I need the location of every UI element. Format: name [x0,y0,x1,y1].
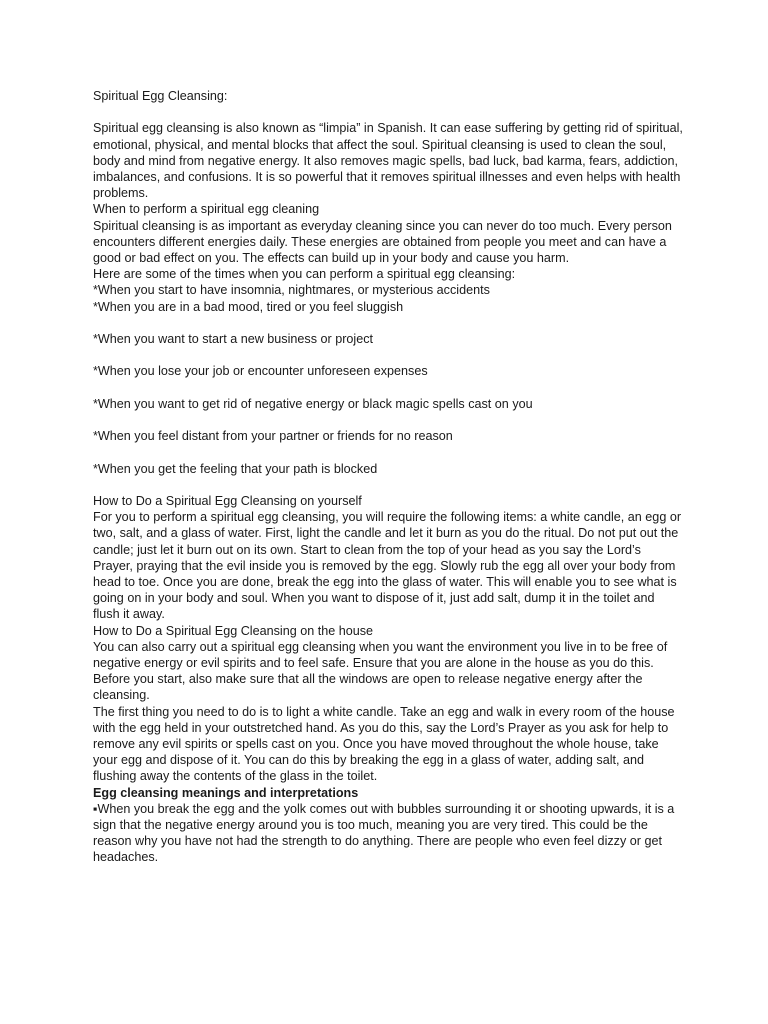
meanings-paragraph: ▪When you break the egg and the yolk comes out with bubbles surrounding it or shooting upwards, it is a sign that the negative energy around you is too much, meaning you are very tired. This could be the reason why you have not had the strength to do anything. There are people who even feel dizzy or get headaches. [93,801,675,865]
spacer [93,347,683,363]
list-item: *When you want to start a new business or project [93,332,374,347]
house-heading: How to Do a Spiritual Egg Cleansing on the house [93,623,374,638]
list-item: *When you get the feeling that your path is blocked [93,461,378,476]
house-paragraph-1: You can also carry out a spiritual egg cleansing when you want the environment you live in to be free of negative energy or evil spirits and to feel safe. Ensure that you are alone in the house as you do this. Before you start, also make sure that all the windows are open to release negative energy after the cleansing. [93,639,668,703]
spacer [93,412,683,428]
document-body [93,88,683,866]
meanings-heading: Egg cleansing meanings and interpretations [93,785,359,800]
when-paragraph: Spiritual cleansing is as important as everyday cleaning since you can never do too much. Every person encounters different energies daily. These energies are obtained from people you meet and can have a good or bad effect on you. The effects can build up in your body and cause you harm. [93,218,672,266]
spacer [93,380,683,396]
self-paragraph: For you to perform a spiritual egg cleansing, you will require the following items: a white candle, an egg or two, salt, and a glass of water. First, light the candle and let it burn as you do the ritual. Do not put out the candle; just let it burn out on its own. Start to clean from the top of your head as you say the Lord’s Prayer, praying that the evil inside you is removed by the egg. Slowly rub the egg all over your body from head to toe. Once you are done, break the egg into the glass of water. This will enable you to see what is going on in your body and soul. When you want to dispose of it, just add salt, dump it in the toilet and flush it away. [93,510,682,622]
times-intro: Here are some of the times when you can perform a spiritual egg cleansing: [93,267,516,282]
list-item: *When you lose your job or encounter unforeseen expenses [93,364,428,379]
list-item: *When you are in a bad mood, tired or you feel sluggish [93,299,404,314]
spacer [93,477,683,493]
document-title: Spiritual Egg Cleansing: [93,89,228,103]
intro-paragraph: Spiritual egg cleansing is also known as “limpia” in Spanish. It can ease suffering by getting rid of spiritual, emotional, physical, and mental blocks that affect the soul. Spiritual cleansing is used to clean the soul, body and mind from negative energy. It also removes magic spells, bad luck, bad karma, fears, addiction, imbalances, and confusions. It is so powerful that it removes spiritual illnesses and even helps with health problems. [93,121,683,201]
spacer [93,104,683,120]
spacer [93,315,683,331]
list-item: *When you feel distant from your partner or friends for no reason [93,429,453,444]
list-item: *When you start to have insomnia, nightmares, or mysterious accidents [93,283,490,298]
list-item: *When you want to get rid of negative energy or black magic spells cast on you [93,396,533,411]
house-paragraph-2: The first thing you need to do is to light a white candle. Take an egg and walk in every room of the house with the egg held in your outstretched hand. As you do this, say the Lord’s Prayer as you ask for help to remove any evil spirits or spells cast on you. Once you have moved throughout the whole house, take your egg and dispose of it. You can do this by breaking the egg in a glass of water, adding salt, and flushing away the contents of the glass in the toilet. [93,704,675,784]
spacer [93,444,683,460]
when-heading: When to perform a spiritual egg cleaning [93,202,320,217]
self-heading: How to Do a Spiritual Egg Cleansing on yourself [93,493,362,508]
